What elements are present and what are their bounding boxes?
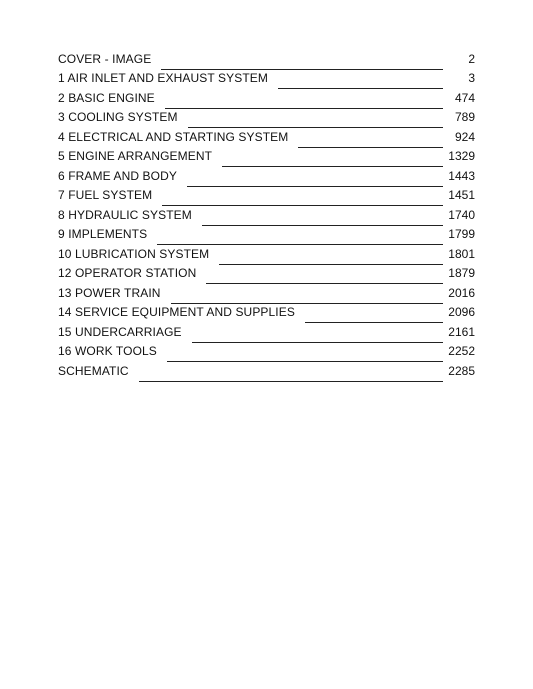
toc-entry[interactable]	[58, 165, 475, 185]
toc-entry-title: SCHEMATIC	[58, 363, 129, 378]
toc-entry-page: 2	[468, 51, 475, 66]
toc-entry-page: 2252	[448, 344, 475, 358]
toc-entry-title: 4 ELECTRICAL AND STARTING SYSTEM	[58, 129, 289, 144]
toc-entry-page: 924	[454, 129, 475, 144]
toc-entry-title: 8 HYDRAULIC SYSTEM	[58, 207, 192, 222]
toc-entry-page: 1801	[448, 246, 475, 261]
toc-entry[interactable]	[58, 68, 475, 88]
toc-entry[interactable]	[58, 48, 475, 68]
toc-entry[interactable]	[58, 282, 475, 302]
toc-entry-page: 1443	[448, 168, 475, 183]
toc-entry-title: 16 WORK TOOLS	[58, 344, 157, 358]
toc-entry-page: 1329	[448, 149, 475, 163]
toc-entry-page: 2016	[448, 285, 475, 300]
toc-entry[interactable]	[58, 321, 475, 341]
toc-entry-page: 2096	[448, 305, 475, 319]
toc-entry-page: 789	[454, 110, 475, 124]
toc-entry[interactable]	[58, 87, 475, 107]
toc-entry[interactable]	[58, 185, 475, 205]
toc-entry[interactable]	[58, 263, 475, 283]
toc-entry-title: 10 LUBRICATION SYSTEM	[58, 246, 210, 261]
toc-entry-page: 1799	[448, 227, 475, 241]
toc-entry-page: 474	[454, 90, 475, 105]
toc-entry-title: COVER - IMAGE	[58, 51, 152, 66]
toc-entry-page: 3	[468, 71, 475, 85]
toc-entry-title: 12 OPERATOR STATION	[58, 266, 197, 280]
toc-entry[interactable]	[58, 146, 475, 166]
toc-entry-page: 1451	[448, 188, 475, 202]
toc-entry-title: 3 COOLING SYSTEM	[58, 110, 178, 124]
toc-entry-title: 13 POWER TRAIN	[58, 285, 161, 300]
table-of-contents	[58, 48, 475, 380]
toc-entry[interactable]	[58, 224, 475, 244]
toc-entry[interactable]	[58, 107, 475, 127]
toc-entry-title: 6 FRAME AND BODY	[58, 168, 177, 183]
toc-entry-page: 1879	[448, 266, 475, 280]
toc-entry[interactable]	[58, 126, 475, 146]
toc-entry-title: 15 UNDERCARRIAGE	[58, 324, 182, 339]
toc-entry-title: 14 SERVICE EQUIPMENT AND SUPPLIES	[58, 305, 295, 319]
toc-entry[interactable]	[58, 341, 475, 361]
toc-entry-title: 1 AIR INLET AND EXHAUST SYSTEM	[58, 71, 268, 85]
toc-entry[interactable]	[58, 204, 475, 224]
toc-entry[interactable]	[58, 302, 475, 322]
toc-entry-title: 2 BASIC ENGINE	[58, 90, 155, 105]
toc-entry-page: 2161	[448, 324, 475, 339]
toc-entry-title: 7 FUEL SYSTEM	[58, 188, 153, 202]
toc-entry-title: 9 IMPLEMENTS	[58, 227, 148, 241]
toc-entry-title: 5 ENGINE ARRANGEMENT	[58, 149, 213, 163]
toc-entry-page: 2285	[448, 363, 475, 378]
toc-entry[interactable]	[58, 243, 475, 263]
toc-entry-page: 1740	[448, 207, 475, 222]
toc-entry-leader	[139, 381, 443, 382]
toc-entry[interactable]	[58, 360, 475, 380]
